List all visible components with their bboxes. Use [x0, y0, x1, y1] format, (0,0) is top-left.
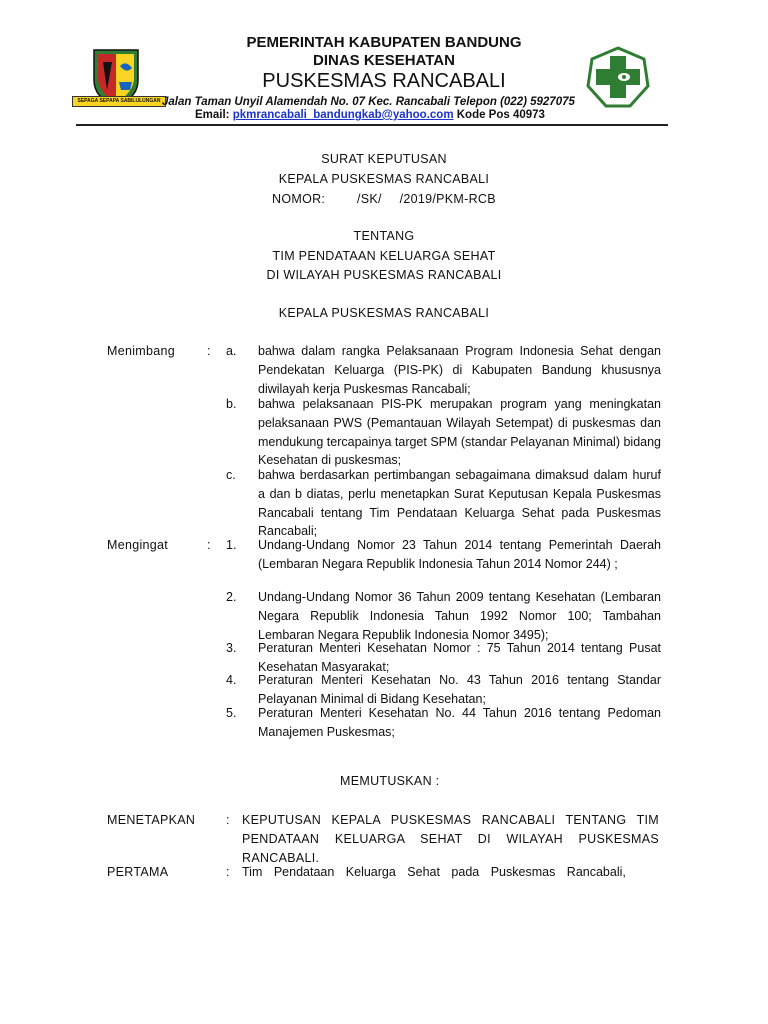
mengingat-1-num: 1. [226, 538, 237, 552]
pertama-text: Tim Pendataan Keluarga Sehat pada Puskesmas Rancabali, [242, 865, 626, 879]
doc-number [272, 192, 496, 206]
header-address: Jalan Taman Unyil Alamendah No. 07 Kec. Rancabali Telepon (022) 5927075 [162, 96, 575, 108]
mengingat-1-text: Undang-Undang Nomor 23 Tahun 2014 tentang Pemerintah Daerah (Lembaran Negara Republik Indonesia Tahun 2014 Nomor 244) ; [258, 538, 661, 571]
nomor-sk: /SK/ [356, 192, 382, 206]
mengingat-2-num: 2. [226, 590, 237, 604]
menetapkan-text: KEPUTUSAN KEPALA PUSKESMAS RANCABALI TENTANG TIM PENDATAAN KELUARGA SEHAT DI WILAYAH PUSKESMAS RANCABALI. [242, 813, 659, 865]
mengingat-3-num: 3. [226, 641, 237, 655]
mengingat-4-text: Peraturan Menteri Kesehatan No. 43 Tahun 2016 tentang Standar Pelayanan Minimal di Bidang Kesehatan; [258, 673, 661, 706]
left-logo-banner [72, 96, 166, 107]
header-contact [195, 109, 545, 121]
mengingat-2-text: Undang-Undang Nomor 36 Tahun 2009 tentang Kesehatan (Lembaran Negara Republik Indonesia Tahun 1992 Nomor 100; Tambahan Lembaran Negara Republik Indonesia Nomor 3495); [258, 590, 661, 642]
menimbang-colon: : [207, 344, 211, 358]
email-label: Email: [195, 109, 233, 121]
mengingat-label: Mengingat [107, 538, 169, 552]
mengingat-colon: : [207, 538, 211, 552]
mengingat-3-text: Peraturan Menteri Kesehatan Nomor : 75 Tahun 2014 tentang Pusat Kesehatan Masyarakat; [258, 641, 661, 674]
header-puskesmas: PUSKESMAS RANCABALI [262, 70, 506, 92]
subject-line-2: DI WILAYAH PUSKESMAS RANCABALI [266, 268, 502, 282]
header-divider [76, 124, 668, 126]
menimbang-a-num: a. [226, 344, 237, 358]
menimbang-label: Menimbang [107, 344, 176, 358]
menimbang-b-text: bahwa pelaksanaan PIS-PK merupakan program yang meningkatan pelaksanaan PWS (Pemantauan Wilayah Setempat) di puskesmas dan mendukung tercapainya target SPM (standar Pelayanan Minimal) bidang Kesehatan di puskesmas; [258, 397, 662, 468]
doc-issuer: KEPALA PUSKESMAS RANCABALI [278, 172, 490, 186]
header-government: PEMERINTAH KABUPATEN BANDUNG [246, 34, 522, 51]
memutuskan-heading: MEMUTUSKAN : [340, 774, 440, 788]
signatory-heading: KEPALA PUSKESMAS RANCABALI [278, 306, 490, 320]
mengingat-5-num: 5. [226, 706, 237, 720]
left-logo-banner-text: SEPAGA SEPAPA SABILULUNGAN [77, 98, 161, 104]
menetapkan-colon: : [226, 813, 230, 827]
header-department: DINAS KESEHATAN [313, 52, 455, 69]
tentang-heading: TENTANG [353, 229, 415, 243]
menimbang-a-text: bahwa dalam rangka Pelaksanaan Program Indonesia Sehat dengan Pendekatan Keluarga (PIS-PK) di Kabupaten Bandung khususnya diwilayah kerja Puskesmas Rancabali; [258, 344, 661, 396]
menimbang-c-text: bahwa berdasarkan pertimbangan sebagaimana dimaksud dalam huruf a dan b diatas, perlu menetapkan Surat Keputusan Kepala Puskesmas Rancabali tentang Tim Pendataan Keluarga Sehat pada Puskesmas Rancabali; [258, 468, 661, 539]
menetapkan-label: MENETAPKAN [107, 813, 196, 827]
mengingat-4-num: 4. [226, 673, 237, 687]
nomor-year: /2019/PKM-RCB [399, 192, 496, 206]
nomor-label: NOMOR: [272, 192, 326, 206]
doc-type: SURAT KEPUTUSAN [321, 152, 447, 166]
menimbang-c-num: c. [226, 468, 236, 482]
postal-code: Kode Pos 40973 [453, 109, 545, 121]
pertama-label: PERTAMA [107, 865, 169, 879]
menimbang-b-num: b. [226, 397, 237, 411]
pertama-colon: : [226, 865, 230, 879]
email-link[interactable]: pkmrancabali_bandungkab@yahoo.com [232, 109, 454, 121]
mengingat-5-text: Peraturan Menteri Kesehatan No. 44 Tahun 2016 tentang Pedoman Manajemen Puskesmas; [258, 706, 661, 739]
subject-line-1: TIM PENDATAAN KELUARGA SEHAT [272, 249, 496, 263]
